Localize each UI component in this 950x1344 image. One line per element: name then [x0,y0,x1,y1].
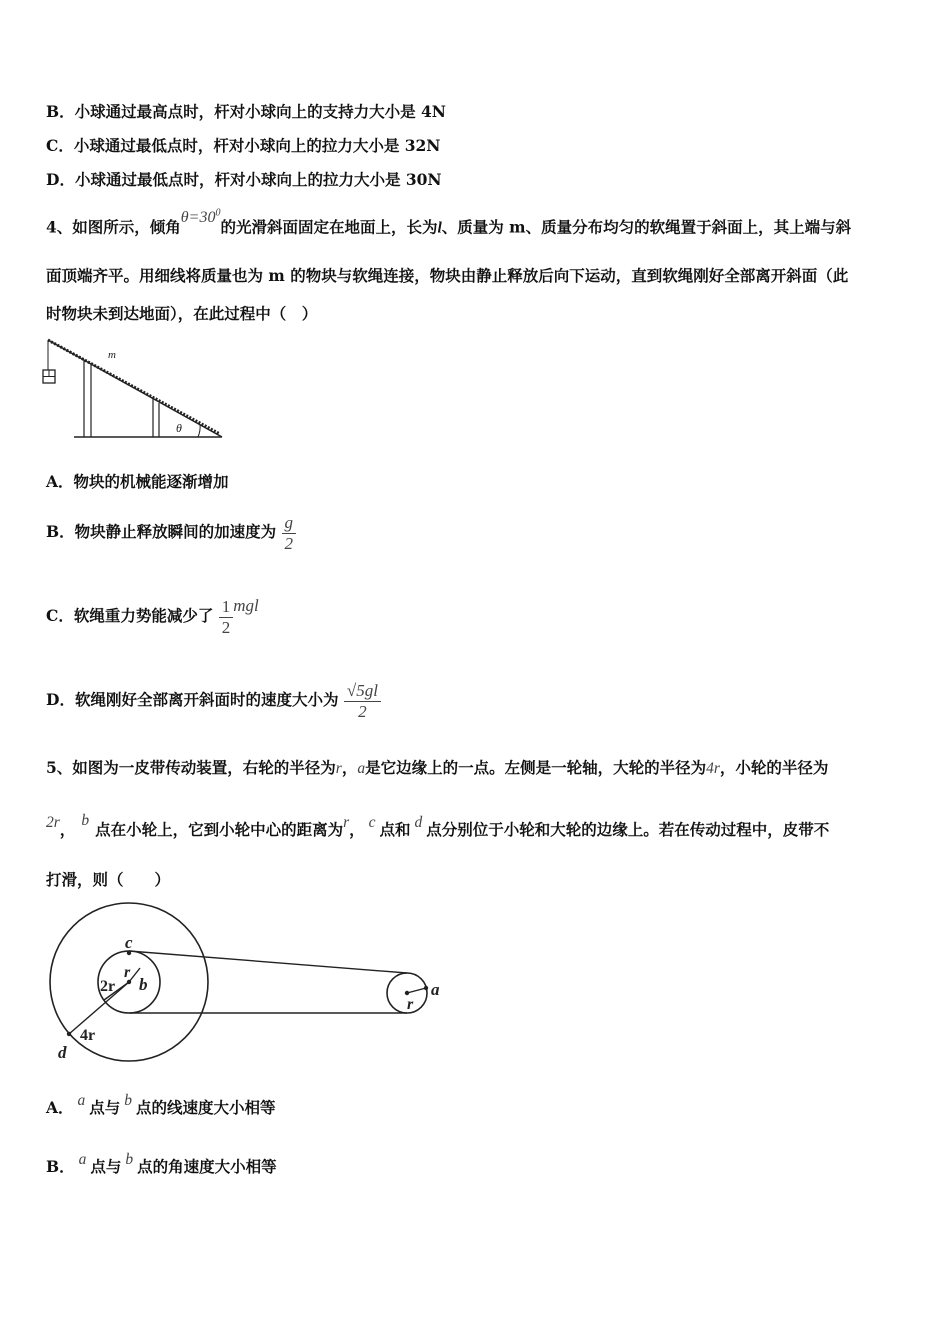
q4-option-d [46,680,381,722]
q5-option-b-tail: 点的角速度大小相等 [137,1157,277,1176]
q5-b1: b [81,812,90,829]
q5-option-b-sym1: a [78,1151,87,1168]
incline-figure [40,332,230,444]
fig-label-2r: 2r [100,978,116,995]
q5-text-d: 点在小轮上，它到小轮中心的距离为 [95,820,344,839]
q4-line2: 面顶端齐平。用细线将质量也为 m 的物块与软绳连接，物块由静止释放后向下运动，直到软绳刚好全部离开斜面（此 [46,266,849,285]
q5-r4: 4r [706,760,720,777]
q5-option-a-tail: 点的线速度大小相等 [136,1098,276,1117]
fig-label-r: r [124,964,131,981]
q4-option-c-text: C．软绳重力势能减少了 [46,606,214,625]
q4-line3: 时物块未到达地面），在此过程中（ ） [46,304,318,323]
q5-text-b: 是它边缘上的一点。左侧是一轮轴，大轮的半径为 [365,758,707,777]
q5-option-a-sym2: b [124,1092,133,1109]
option-c-prev: C．小球通过最低点时，杆对小球向上的拉力大小是 32N [46,136,441,155]
q5-r1: r [335,760,342,777]
q4-option-d-text: D．软绳刚好全部离开斜面时的速度大小为 [46,690,339,709]
q5-option-a-sym1: a [77,1092,86,1109]
q4-option-b [46,512,296,554]
q4-text-a: 4、如图所示，倾角 [46,217,181,237]
q5-r2: 2r [46,814,60,831]
fig-label-d: d [58,1043,67,1062]
q4-theta-sup: 0 [215,208,221,219]
q5-text-a: 5、如图为一皮带传动装置，右轮的半径为 [46,758,336,777]
soft-rope [48,340,220,434]
q4-text-b: 的光滑斜面固定在地面上，长为 [220,217,438,237]
fig-label-b: b [139,975,148,994]
belt-top [129,951,407,973]
q5-line3: 打滑，则（ ） [46,870,171,889]
q5-line1 [46,760,828,777]
angle-arc [198,424,200,437]
q5-option-b-sym2: b [125,1151,134,1168]
q4-option-c-tail: mgl [233,596,259,615]
option-b-prev: B．小球通过最高点时，杆对小球向上的支持力大小是 4N [46,102,446,121]
q5-line2 [46,812,830,839]
fig-label-r-right: r [407,996,414,1013]
q5-option-a [46,1092,276,1117]
q5-c1: c [368,814,376,831]
fraction-den: 2 [221,617,231,637]
q5-d1: d [414,814,423,831]
q5-text-f: 点分别位于小轮和大轮的边缘上。若在传动过程中，皮带不 [426,820,830,839]
fig-label-4r: 4r [80,1027,96,1044]
fraction-num: √5gl [344,681,381,702]
q5-sep1: ， [341,758,358,777]
belt-drive-figure [40,898,460,1068]
q5-a1: a [357,760,366,777]
fig-label-c: c [125,933,133,952]
q5-option-b-mid: 点与 [90,1157,122,1176]
q4-option-c [46,596,259,638]
fraction-den: 2 [284,533,294,553]
q4-option-b-fraction [282,513,297,554]
q5-option-b-pre: B． [46,1157,75,1176]
q5-sep2: ， [59,820,76,839]
fig-theta-label: θ [176,421,182,435]
fraction-num: 1 [219,597,234,618]
q4-option-a: A．物块的机械能逐渐增加 [46,472,229,491]
q5-option-a-pre: A． [46,1098,74,1117]
option-d-prev: D．小球通过最低点时，杆对小球向上的拉力大小是 30N [46,170,442,189]
q4-text-c: 、质量为 m、质量分布均匀的软绳置于斜面上，其上端与斜 [441,217,852,237]
q4-option-c-fraction [219,597,234,638]
q5-sep3: ， [349,820,365,839]
fig-label-a: a [431,980,440,999]
q5-text-c: ，小轮的半径为 [719,758,829,777]
fraction-num: g [282,513,297,534]
q5-option-a-mid: 点与 [89,1098,121,1117]
q5-text-e: 点和 [379,820,411,839]
q4-theta-expr: θ=30 [180,209,216,227]
q4-option-d-fraction [344,681,381,722]
q4-theta [181,209,221,226]
q5-r3: r [343,814,350,831]
fig-m-label: m [108,349,116,361]
q4-option-b-text: B．物块静止释放瞬间的加速度为 [46,522,277,541]
fraction-den: 2 [358,701,367,721]
q4-l-symbol: l [437,219,442,237]
q5-option-b [46,1151,277,1176]
radius-right [407,988,426,993]
